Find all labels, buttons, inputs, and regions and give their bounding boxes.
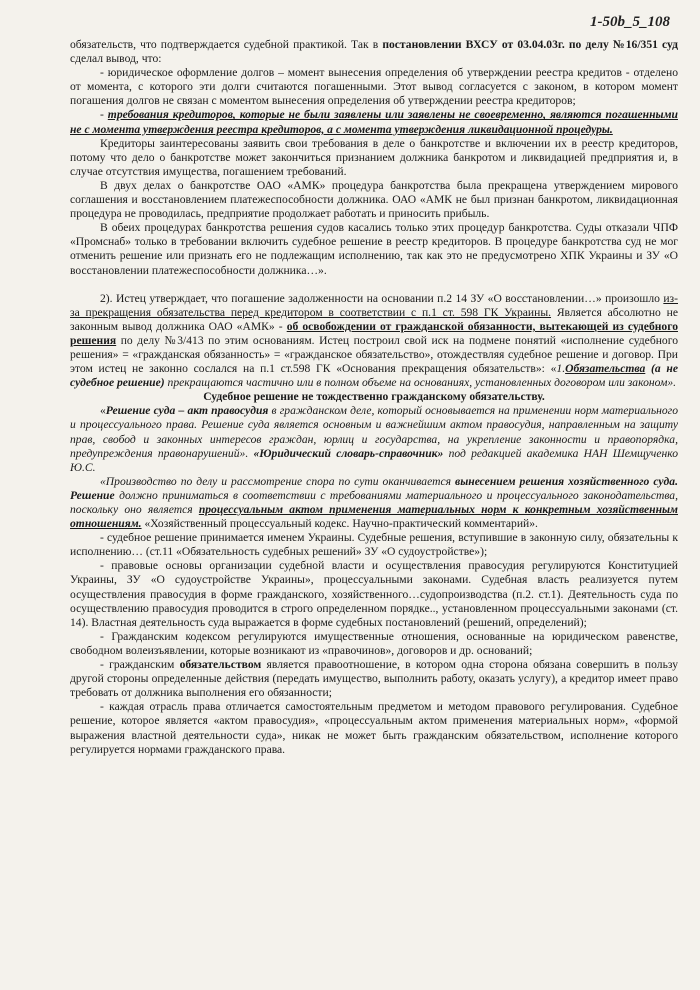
paragraph-p10: [70, 475, 678, 531]
text-run: прекращаются частично или в полном объеме на основаниях, установленных договором или законом».: [164, 376, 677, 390]
text-run: - судебное решение принимается именем Украины. Судебные решения, вступившие в законную силу, обязательны к исполнению… (ст.11 «Обязательность судебных решений» ЗУ «О судоустройстве»);: [70, 531, 678, 559]
paragraph-p12: [70, 559, 678, 629]
paragraph-p8: [70, 390, 678, 404]
text-run: под редакцией академика НАН Шемщученко Ю.С.: [70, 446, 678, 474]
text-run: из-за прекращения обязательства перед кредитором в соответствии с п.1 ст. 598 ГК Украины.: [70, 291, 678, 319]
text-run: «Производство по делу и рассмотрение спора по сути оканчивается: [100, 474, 456, 488]
text-run: 2). Истец утверждает, что погашение задолженности на основании п.2 14 ЗУ «О восстановлении…» произошло: [100, 291, 664, 305]
text-run: Является абсолютно не законным вывод должника ОАО «АМК» -: [70, 305, 678, 333]
paragraph-p11: [70, 531, 678, 559]
paragraph-p6: [70, 221, 678, 277]
text-run: должно приниматься в соответствии с требованиями материального и процессуального законодательства, поскольку оно является: [70, 488, 678, 516]
text-run: «Юридический словарь-справочник»: [248, 446, 444, 460]
paragraph-p4: [70, 137, 678, 179]
text-run: - Гражданским кодексом регулируются имущественные отношения, основанные на юридическом равенстве, свободном волеизъявлении, которые возникают из «правочинов», договоров и др. оснований;: [70, 629, 678, 657]
text-run: Кредиторы заинтересованы заявить свои требования в деле о банкротстве и включении их в реестр кредиторов, потому что дело о банкротстве может закончиться признанием должника банкротом и ликвидацией предприятия и, в случае отсутствия имущества, погашением требований.: [70, 136, 678, 178]
text-run: 1.: [556, 362, 566, 376]
page-stamp: 1-50b_5_108: [590, 14, 670, 30]
text-run: - каждая отрасль права отличается самостоятельным предметом и методом правового регулирования. Судебное решение, которое является «актом правосудия», «процессуальным актом применения материальных норм», «формой выражения властной деятельности суда», никак не может быть гражданским обязательством, исполнение которого регулируется нормами гражданского права.: [70, 700, 678, 756]
paragraph-p5: [70, 179, 678, 221]
text-run: сделал вывод, что:: [70, 52, 162, 66]
text-run: является правоотношение, в котором одна сторона обязана совершить в пользу другой стороны определенные действия (передать имущество, выполнить работу, оказать услугу), а кредитор имеет право требовать от должника выполнения его обязанности;: [70, 658, 678, 700]
text-run: в гражданском деле, который основывается на применении норм материального и процессуального права. Решение суда является основным и важнейшим актом правосудия, направленным на защиту прав, свобод и законных интересов граждан, юрлиц и государства, на укрепление законности и правопорядка, предупреждения правонарушений».: [70, 404, 678, 460]
text-run: вынесением решения хозяйственного суда. Решение: [70, 474, 678, 502]
paragraph-p14: [70, 658, 678, 700]
text-run: - юридическое оформление долгов – момент вынесения определения об утверждении реестра кредитов - отделено от момента, с которого эти долги считаются погашенными. Этот вывод согласуется с законом, в котором момент погашения долгов не связан с моментом вынесения определения об утверждении реестра кредиторов;: [70, 66, 678, 108]
paragraph-p7: [70, 292, 678, 391]
paragraph-p13: [70, 630, 678, 658]
text-run: В обеих процедурах банкротства решения судов касались только этих процедур банкротства. Суды отказали ЧПФ «Промснаб» только в требовании включить судебное решение в реестр кредиторов. В процедуре банкротства суд не мог отменить решение или признать его не подлежащим исполнению, так как это не предусмотрено ХПК Украины и ЗУ «О восстановлении платежеспособности должника…».: [70, 221, 678, 277]
document-body: [70, 38, 678, 757]
paragraph-p3: [70, 108, 678, 136]
paragraph-p1: [70, 38, 678, 66]
text-run: (а не судебное решение): [70, 362, 678, 390]
text-run: процессуальным актом применения материальных норм к конкретным хозяйственным отношениям.: [70, 503, 679, 531]
text-run: по делу №3/413 по этим основаниям. Истец построил свой иск на подмене понятий «исполнение судебного решения» = «гражданская обязанность» = «гражданское обязательство», отождествляя судебное решение и договор. При этом истец не законно сослался на п.1 ст.598 ГК «Основания прекращения обязательств»: «: [70, 333, 678, 376]
text-run: «: [100, 404, 106, 418]
text-run: Судебное решение не тождественно гражданскому обязательству.: [203, 390, 545, 404]
text-run: - гражданским: [100, 658, 180, 672]
text-run: требования кредиторов, которые не были заявлены или заявлены не своевременно, являются погашенными не с момента утверждения реестра кредиторов, а с момента утверждения ликвидационной процедуры.: [70, 108, 678, 136]
paragraph-p9: [70, 404, 678, 474]
text-run: обязательством: [179, 658, 262, 672]
text-run: Решение суда – акт правосудия: [105, 404, 269, 418]
text-run: обязательств, что подтверждается судебной практикой. Так в: [70, 38, 383, 51]
text-run: об освобождении от гражданской обязанности, вытекающей из судебного решения: [70, 319, 678, 347]
text-run: постановлении ВХСУ от 03.04.03г. по делу №16/351 суд: [382, 38, 678, 51]
paragraph-p2: [70, 66, 678, 108]
text-run: В двух делах о банкротстве ОАО «АМК» процедура банкротства была прекращена утверждением мирового соглашения и восстановлением платежеспособности должника. ОАО «АМК не был признан банкротом, ликвидационная процедура не проводилась, предприятие продолжает работать и приносить прибыль.: [70, 178, 678, 221]
text-run: «Хозяйственный процессуальный кодекс. Научно-практический комментарий».: [141, 517, 538, 531]
text-run: Обязательства: [565, 362, 646, 376]
text-run: -: [100, 108, 108, 122]
paragraph-p15: [70, 700, 678, 756]
text-run: - правовые основы организации судебной власти и осуществления правосудия регулируются Конституцией Украины, ЗУ «О судоустройстве Украины», процессуальными законами. Судебная власть реализуется путем осуществления правосудия в форме гражданского, хозяйственного…судопроизводства (п.2. ст.1). Деятельность суда по осуществлению правосудия проводится в строго определенном порядке.., установленном процессуальными законами (ст. 14). Властная деятельность суда выражается в форме судебных постановлений (решений, определений);: [70, 559, 678, 629]
